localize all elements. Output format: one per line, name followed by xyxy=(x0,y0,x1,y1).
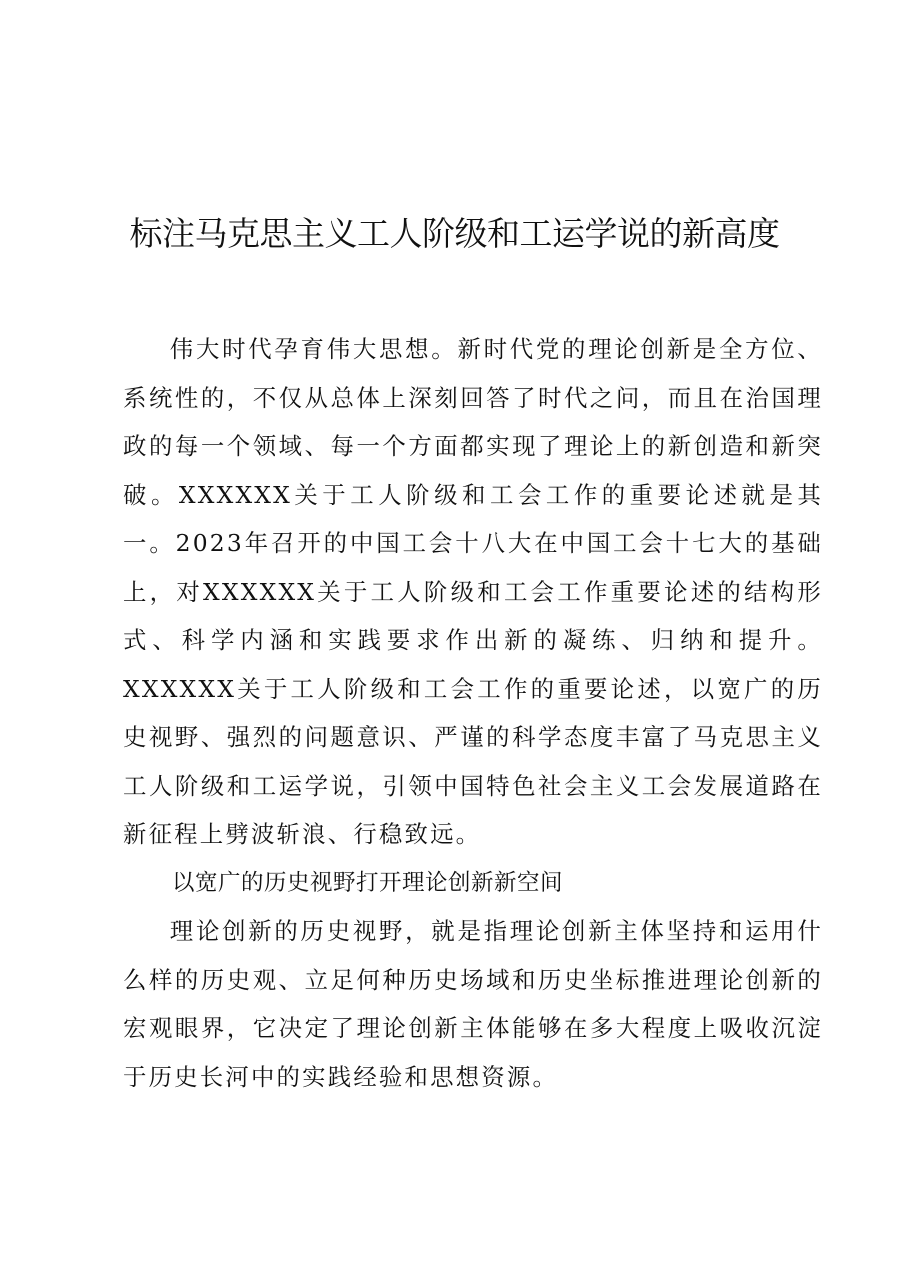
document-title: 标注马克思主义工人阶级和工运学说的新高度 xyxy=(129,214,780,253)
paragraph-intro: 伟大时代孕育伟大思想。新时代党的理论创新是全方位、系统性的，不仅从总体上深刻回答了时代之问，而且在治国理政的每一个领域、每一个方面都实现了理论上的新创造和新突破。XXXXXX关于工人阶级和工会工作的重要论述就是其一。2023年召开的中国工会十八大在中国工会十七大的基础上，对XXXXXX关于工人阶级和工会工作重要论述的结构形式、科学内涵和实践要求作出新的凝练、归纳和提升。XXXXXX关于工人阶级和工会工作的重要论述，以宽广的历史视野、强烈的问题意识、严谨的科学态度丰富了马克思主义工人阶级和工运学说，引领中国特色社会主义工会发展道路在新征程上劈波斩浪、行稳致远。 xyxy=(123,335,823,848)
document-body xyxy=(123,325,823,1101)
paragraph-history-vision: 理论创新的历史视野，就是指理论创新主体坚持和运用什么样的历史观、立足何种历史场域和历史坐标推进理论创新的宏观眼界，它决定了理论创新主体能够在多大程度上吸收沉淀于历史长河中的实践经验和思想资源。 xyxy=(123,917,823,1091)
section-heading: 以宽广的历史视野打开理论创新新空间 xyxy=(172,869,564,896)
